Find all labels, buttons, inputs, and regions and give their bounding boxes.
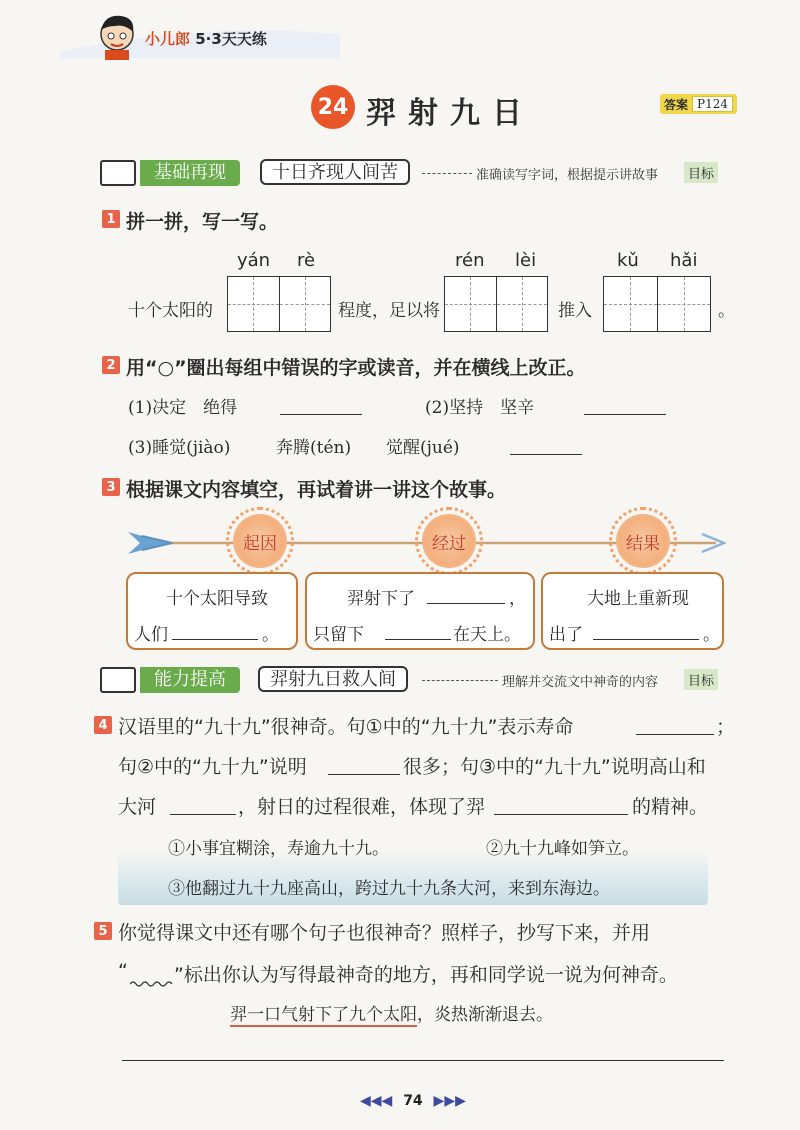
answer-blank[interactable] (636, 716, 714, 735)
quote-3: ③他翻过九十九座高山，跨过九十九条大河，来到东海边。 (168, 879, 610, 899)
question-text: 根据课文内容填空，再试着讲一讲这个故事。 (126, 479, 507, 501)
question-number: 5 (94, 922, 112, 940)
page-number: 74 (403, 1093, 423, 1109)
answer-reference[interactable] (660, 94, 737, 114)
question-number: 1 (102, 210, 120, 228)
box-text: 。 (703, 625, 720, 645)
sun-cause: 起因 (233, 514, 287, 568)
goal-tag: 目标 (684, 162, 718, 183)
question-line: 汉语里的“九十九”很神奇。句①中的“九十九”表示寿命 (118, 716, 574, 738)
question-line: ”标出你认为写得最神奇的地方，再和同学说一说为何神奇。 (174, 964, 678, 986)
box-text: 人们 (134, 625, 168, 645)
section-ability-header (100, 667, 730, 693)
book-icon (100, 160, 136, 186)
section-tag: 能力提高 (140, 667, 240, 693)
question-text: 用“○”圈出每组中错误的字或读音，并在横线上改正。 (126, 357, 586, 379)
answer-blank[interactable] (510, 436, 582, 455)
sentence-segment: 。 (718, 301, 735, 321)
answer-blank[interactable] (172, 621, 258, 640)
box-text: 出了 (549, 625, 583, 645)
writing-grid[interactable] (227, 276, 331, 332)
question-number: 4 (94, 716, 112, 734)
section-basic-header (100, 160, 730, 186)
brand-name (145, 28, 267, 49)
question-line: 的精神。 (632, 796, 709, 818)
answer-blank[interactable] (170, 796, 236, 815)
answer-page: P124 (692, 96, 733, 112)
question-text: 拼一拼，写一写。 (126, 211, 279, 233)
word-pair: (2)坚持 坚辛 (425, 398, 535, 418)
answer-blank[interactable] (427, 585, 505, 604)
example-highlight: 羿一口气射下了九个太阳 (230, 1005, 417, 1025)
box-text: ， (509, 589, 526, 609)
writing-grid[interactable] (444, 276, 548, 332)
page-footer (360, 1093, 466, 1109)
example-rest: ，炎热渐渐退去。 (417, 1005, 553, 1025)
answer-line[interactable] (122, 1060, 724, 1061)
answer-label: 答案 (660, 96, 692, 113)
section-goal: 理解并交流文中神奇的内容 (502, 675, 659, 690)
lesson-title: 羿射九日 (366, 96, 534, 131)
section-goal: 准确读写字词，根据提示讲故事 (476, 168, 659, 183)
pinyin: hǎi (670, 250, 698, 271)
sentence-segment: 推入 (558, 301, 592, 321)
sentence-segment: 程度，足以将 (338, 301, 440, 321)
question-line: “ (118, 960, 128, 982)
box-text: 大地上重新现 (587, 589, 689, 609)
word-pinyin: (3)睡觉(jiào) (128, 438, 231, 458)
pinyin: yán (237, 250, 271, 271)
answer-blank[interactable] (328, 756, 400, 775)
story-box-cause (126, 572, 298, 650)
mascot-boy-icon (95, 12, 141, 62)
question-line: 大河 (118, 796, 157, 818)
sun-result: 结果 (616, 514, 670, 568)
answer-blank[interactable] (593, 621, 699, 640)
section-subtitle: 羿射九日救人间 (258, 666, 408, 692)
prev-arrows-icon: ◀◀◀ (360, 1093, 393, 1109)
writing-grid[interactable] (603, 276, 711, 332)
quote-2: ②九十九峰如笋立。 (486, 839, 639, 859)
word-pair: (1)决定 绝得 (128, 398, 238, 418)
pinyin: rè (297, 250, 316, 271)
answer-blank[interactable] (494, 796, 628, 815)
question-number: 2 (102, 356, 120, 374)
dashed-divider (422, 680, 498, 681)
word-pinyin: 觉醒(jué) (386, 438, 460, 458)
box-text: 在天上。 (453, 625, 521, 645)
box-text: 。 (262, 625, 279, 645)
brand-logo-text: 小儿郎 (145, 30, 191, 48)
pinyin: kǔ (617, 250, 639, 271)
book-icon (100, 667, 136, 693)
answer-blank[interactable] (385, 621, 451, 640)
lesson-number-badge: 24 (311, 85, 355, 129)
answer-blank[interactable] (584, 396, 666, 415)
quote-1: ①小事宜糊涂，寿逾九十九。 (168, 839, 389, 859)
pinyin: rén (455, 250, 485, 271)
story-box-result (541, 572, 724, 650)
story-box-process (305, 572, 535, 650)
word-pinyin: 奔腾(tén) (276, 438, 352, 458)
sentence-segment: 十个太阳的 (128, 301, 213, 321)
box-text: 只留下 (313, 625, 364, 645)
section-tag: 基础再现 (140, 160, 240, 186)
answer-blank[interactable] (280, 396, 362, 415)
question-line: 你觉得课文中还有哪个句子也很神奇？照样子，抄写下来，并用 (118, 922, 651, 944)
question-line: ，射日的过程很难，体现了羿 (238, 796, 486, 818)
sun-process: 经过 (422, 514, 476, 568)
box-text: 羿射下了 (347, 589, 415, 609)
section-subtitle: 十日齐现人间苦 (260, 159, 410, 185)
dashed-divider (422, 173, 472, 174)
goal-tag: 目标 (684, 669, 718, 690)
question-number: 3 (102, 478, 120, 496)
question-line: ； (716, 716, 736, 738)
example-sentence (230, 1000, 553, 1025)
pinyin: lèi (515, 250, 537, 271)
question-line: 很多；句③中的“九十九”说明高山和 (403, 756, 706, 778)
next-arrows-icon: ▶▶▶ (433, 1093, 466, 1109)
brand-series: 5·3天天练 (195, 30, 267, 48)
question-line: 句②中的“九十九”说明 (118, 756, 307, 778)
box-text: 十个太阳导致 (166, 589, 268, 609)
wavy-line-icon (130, 980, 174, 988)
